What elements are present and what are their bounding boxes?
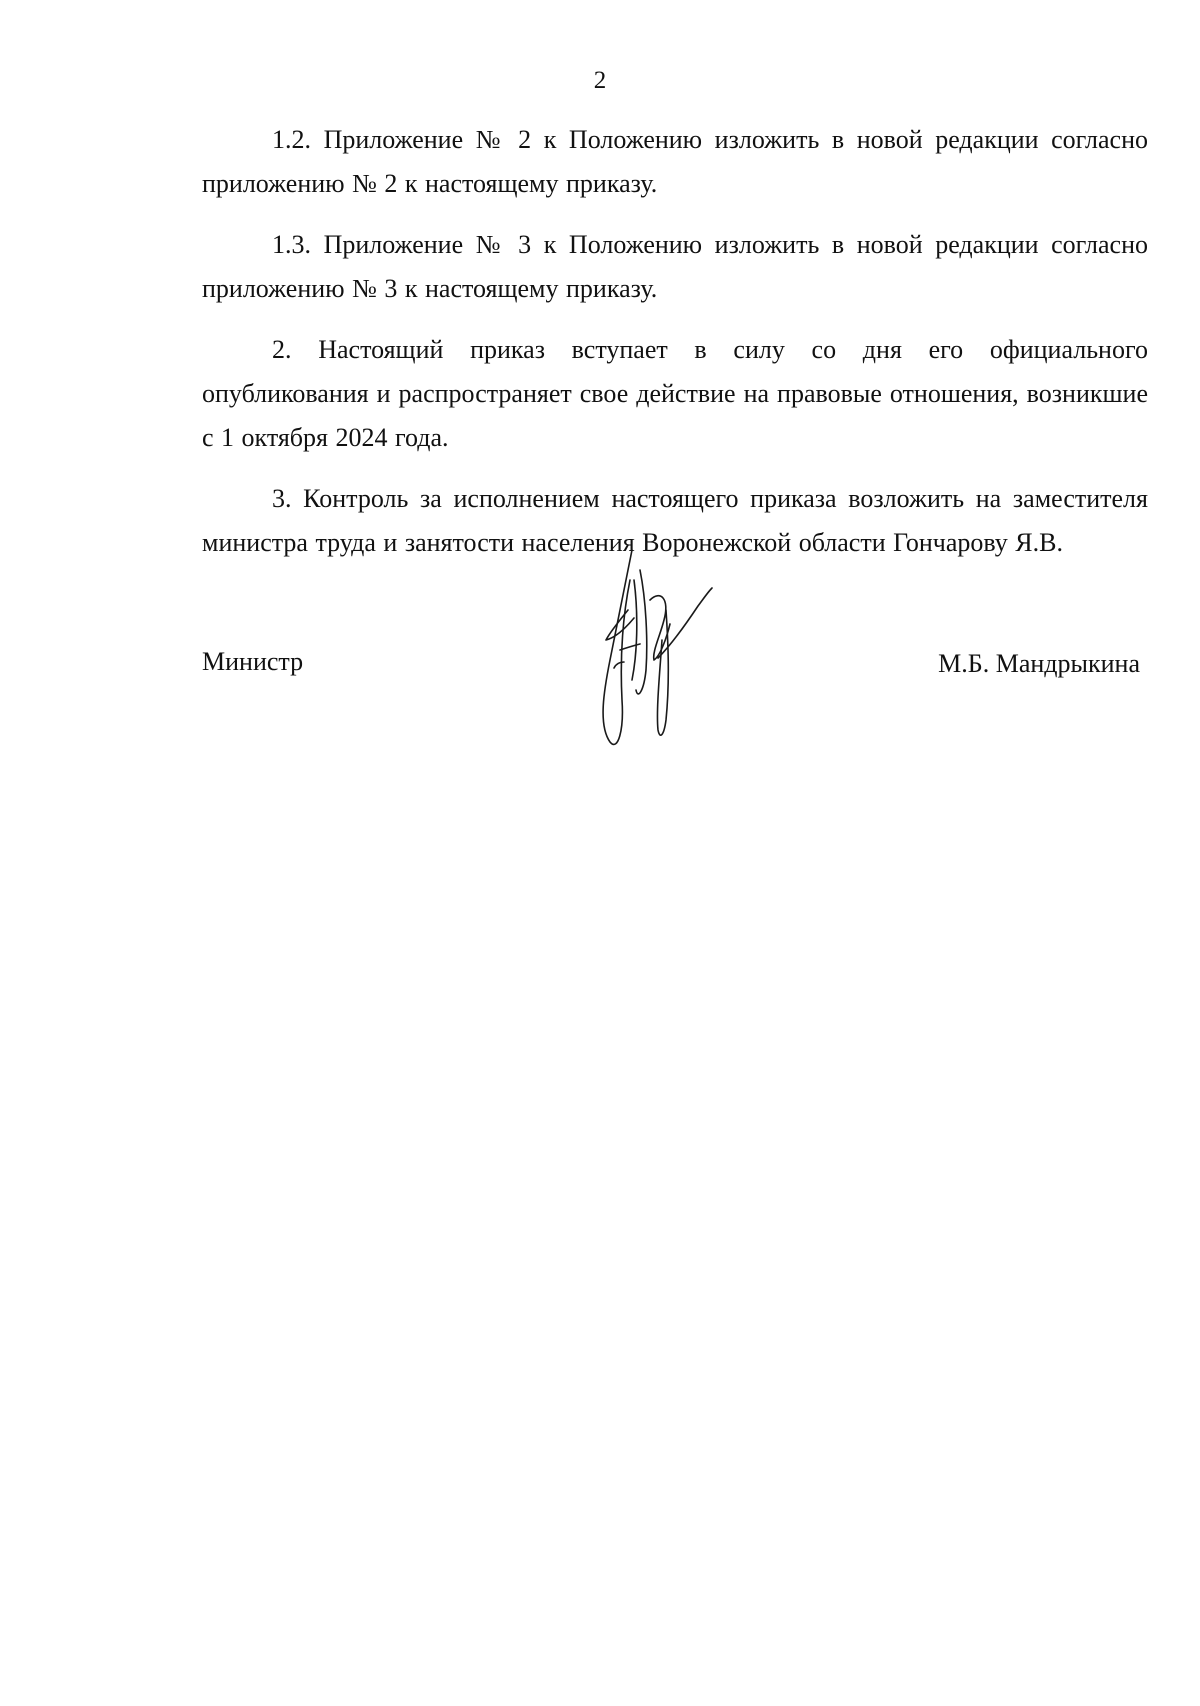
paragraph-1-2: 1.2. Приложение № 2 к Положению изложить в новой редакции согласно приложению № 2 к настоящему приказу. <box>202 125 1148 198</box>
signatory-title: Министр <box>202 647 304 676</box>
document-body <box>202 118 1148 582</box>
paragraph-2: 2. Настоящий приказ вступает в силу со дня его официального опубликования и распространяет свое действие на правовые отношения, возникшие с 1 октября 2024 года. <box>202 335 1148 452</box>
page-number: 2 <box>593 67 607 94</box>
signatory-name: М.Б. Мандрыкина <box>938 649 1140 678</box>
paragraph-1-3: 1.3. Приложение № 3 к Положению изложить в новой редакции согласно приложению № 3 к настоящему приказу. <box>202 230 1148 303</box>
paragraph-3: 3. Контроль за исполнением настоящего приказа возложить на заместителя министра труда и занятости населения Воронежской области Гончарову Я.В. <box>202 484 1148 557</box>
signature-block <box>202 540 1148 760</box>
handwritten-signature-icon <box>580 540 720 755</box>
